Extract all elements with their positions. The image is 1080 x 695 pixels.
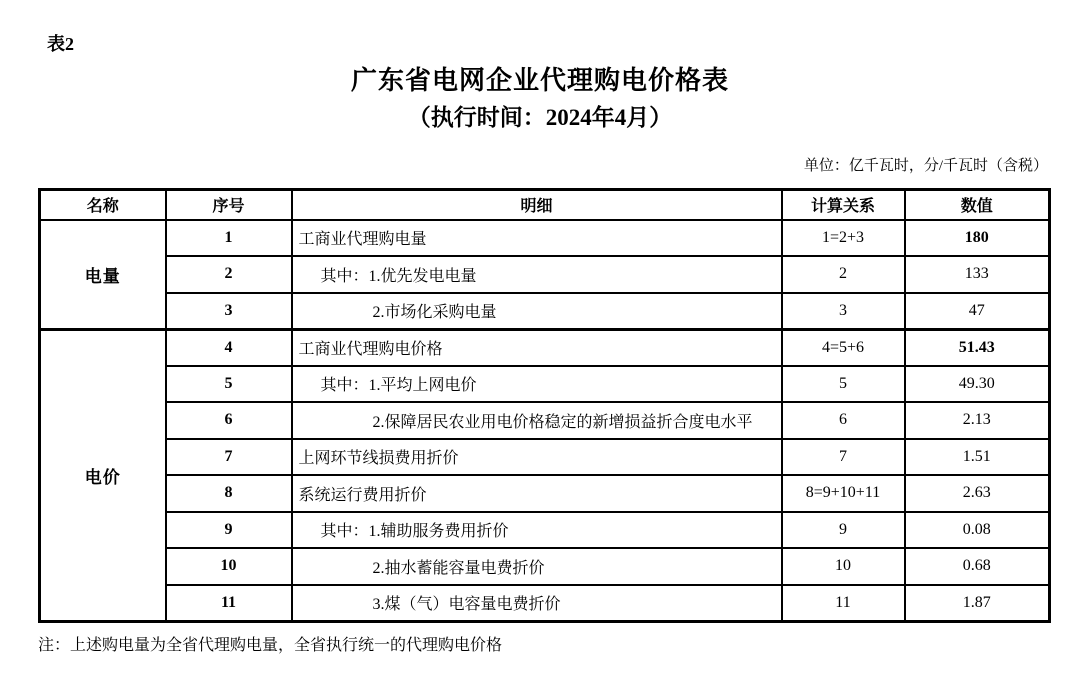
row-seq: 6 xyxy=(166,402,292,439)
row-seq: 7 xyxy=(166,439,292,476)
group-label-quantity: 电量 xyxy=(40,220,166,330)
header-cell-seq: 序号 xyxy=(166,190,292,220)
row-calc: 6 xyxy=(782,402,905,439)
row-value: 180 xyxy=(905,220,1050,257)
row-calc: 5 xyxy=(782,366,905,403)
row-calc: 11 xyxy=(782,585,905,622)
row-seq: 10 xyxy=(166,548,292,585)
row-seq: 1 xyxy=(166,220,292,257)
row-calc: 2 xyxy=(782,256,905,293)
table-row xyxy=(40,220,1050,257)
table-row xyxy=(40,329,1050,366)
row-detail: 其中：1.优先发电电量 xyxy=(292,256,782,293)
row-seq: 4 xyxy=(166,329,292,366)
row-value: 133 xyxy=(905,256,1050,293)
row-detail: 其中：1.平均上网电价 xyxy=(292,366,782,403)
row-seq: 2 xyxy=(166,256,292,293)
row-value: 1.87 xyxy=(905,585,1050,622)
row-seq: 5 xyxy=(166,366,292,403)
row-seq: 3 xyxy=(166,293,292,330)
row-detail: 工商业代理购电价格 xyxy=(292,329,782,366)
row-detail: 2.保障居民农业用电价格稳定的新增损益折合度电水平 xyxy=(292,402,782,439)
table-row xyxy=(40,293,1050,330)
table-row xyxy=(40,366,1050,403)
row-calc: 7 xyxy=(782,439,905,476)
row-calc: 1=2+3 xyxy=(782,220,905,257)
row-detail: 工商业代理购电量 xyxy=(292,220,782,257)
row-detail: 其中：1.辅助服务费用折价 xyxy=(292,512,782,549)
row-seq: 11 xyxy=(166,585,292,622)
row-calc: 4=5+6 xyxy=(782,329,905,366)
table-row xyxy=(40,548,1050,585)
header-cell-detail: 明细 xyxy=(292,190,782,220)
table-row xyxy=(40,512,1050,549)
page-title: 广东省电网企业代理购电价格表 xyxy=(350,66,729,95)
table-row xyxy=(40,439,1050,476)
page-subtitle: （执行时间：2024年4月） xyxy=(407,105,673,130)
header-cell-calc: 计算关系 xyxy=(782,190,905,220)
table-label: 表2 xyxy=(47,34,74,54)
row-value: 47 xyxy=(905,293,1050,330)
header-cell-name: 名称 xyxy=(40,190,166,220)
header-cell-value: 数值 xyxy=(905,190,1050,220)
footnote: 注：上述购电量为全省代理购电量，全省执行统一的代理购电价格 xyxy=(38,637,503,654)
row-value: 1.51 xyxy=(905,439,1050,476)
price-table xyxy=(38,188,1051,623)
table-row xyxy=(40,475,1050,512)
row-value: 0.68 xyxy=(905,548,1050,585)
row-calc: 9 xyxy=(782,512,905,549)
unit-note: 单位：亿千瓦时，分/千瓦时（含税） xyxy=(803,158,1048,174)
row-detail: 2.市场化采购电量 xyxy=(292,293,782,330)
row-detail: 3.煤（气）电容量电费折价 xyxy=(292,585,782,622)
row-calc: 3 xyxy=(782,293,905,330)
row-value: 49.30 xyxy=(905,366,1050,403)
row-calc: 10 xyxy=(782,548,905,585)
row-value: 2.63 xyxy=(905,475,1050,512)
header-row xyxy=(40,190,1050,220)
table-row xyxy=(40,256,1050,293)
row-seq: 8 xyxy=(166,475,292,512)
table-row xyxy=(40,585,1050,622)
row-detail: 系统运行费用折价 xyxy=(292,475,782,512)
group-label-price: 电价 xyxy=(40,329,166,621)
row-detail: 上网环节线损费用折价 xyxy=(292,439,782,476)
row-detail: 2.抽水蓄能容量电费折价 xyxy=(292,548,782,585)
row-calc: 8=9+10+11 xyxy=(782,475,905,512)
row-value: 2.13 xyxy=(905,402,1050,439)
table-row xyxy=(40,402,1050,439)
row-seq: 9 xyxy=(166,512,292,549)
row-value: 51.43 xyxy=(905,329,1050,366)
row-value: 0.08 xyxy=(905,512,1050,549)
